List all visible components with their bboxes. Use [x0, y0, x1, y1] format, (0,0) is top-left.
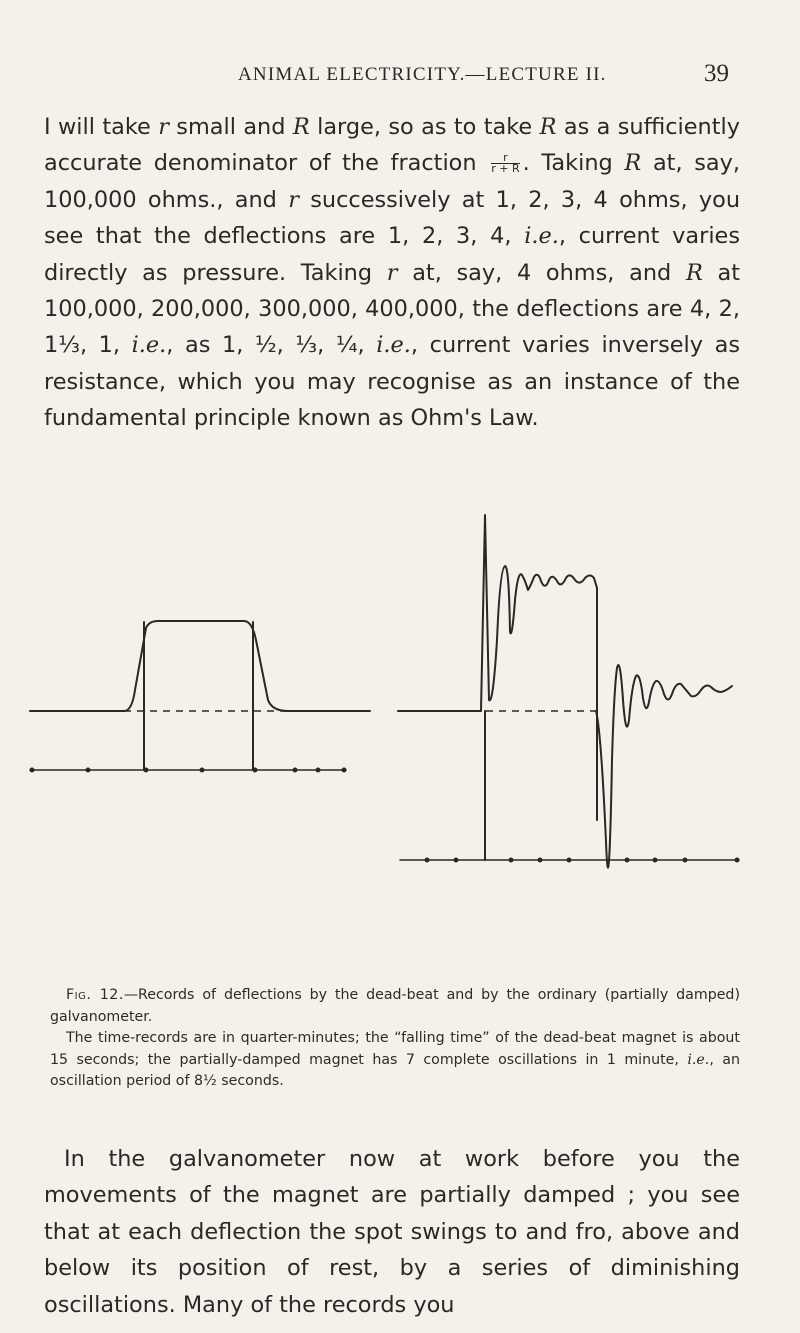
caption-line: Fig. 12.—Records of deflections by the dead-beat and by the ordinary (partially damped) galvanometer. [50, 987, 740, 1025]
damped-trace [398, 515, 597, 820]
time-mark [567, 858, 572, 863]
time-mark [735, 858, 740, 863]
dead-beat-trace [30, 621, 370, 711]
time-mark [293, 768, 298, 773]
time-mark [683, 858, 688, 863]
time-mark [200, 768, 205, 773]
paragraph-text: I will take r small and R large, so as to take R as a sufficiently accurate denominator of the fraction $\frac{r}{r + R}$ . Taking R at, say, 100,000 ohms., and r successively at 1, 2, 3, 4 ohms, you see that the deflections are 1, 2, 3, 4, i.e., current varies directly as pressure. Taking r at, say, 4 ohms, and R at 100,000, 200,000, 300,000, 400,000, the deflections are 4, 2, 1⅓, 1, i.e., as 1, ½, ⅓, ¼, i.e., current varies inversely as resistance, which you may recognise as an instance of the fundamental principle known as Ohm's Law. [44, 114, 741, 432]
page-number: 39 [704, 60, 729, 87]
time-mark [86, 768, 91, 773]
damped-return-trace [596, 665, 732, 867]
time-mark [253, 768, 258, 773]
time-mark [342, 768, 347, 773]
figure-label: Fig. 12. [66, 987, 124, 1003]
time-mark [30, 768, 35, 773]
paragraph-ohms-law [44, 109, 740, 437]
time-mark [425, 858, 430, 863]
caption-line: The time-records are in quarter-minutes; the “falling time” of the dead-beat magnet is about 15 seconds; the partially-damped magnet has 7 complete oscillations in 1 minute, i.e., an oscillation period of 8½ seconds. [50, 1030, 740, 1089]
fraction: $\frac{r}{r + R}$ [491, 151, 520, 176]
time-mark [653, 858, 658, 863]
figure-caption [50, 985, 740, 1093]
time-mark [454, 858, 459, 863]
time-mark [509, 858, 514, 863]
paragraph-text: In the galvanometer now at work before you the movements of the magnet are partially damped ; you see that at each deflection the spot swings to and fro, above and below its position of rest, by a series of diminishing oscillations. Many of the records you [44, 1146, 740, 1318]
time-mark [538, 858, 543, 863]
running-title: ANIMAL ELECTRICITY.—LECTURE II. [238, 64, 607, 85]
time-mark [316, 768, 321, 773]
time-mark [625, 858, 630, 863]
time-mark [144, 768, 149, 773]
page-header [0, 60, 800, 94]
paragraph-galvanometer [44, 1141, 740, 1323]
